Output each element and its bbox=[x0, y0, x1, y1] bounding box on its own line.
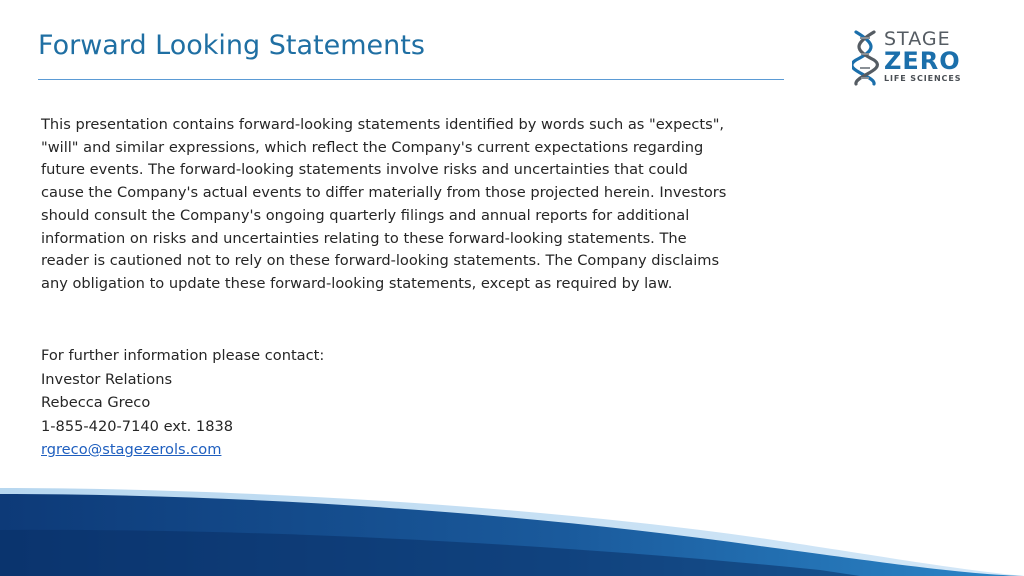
contact-intro: For further information please contact: bbox=[41, 347, 325, 364]
contact-email-link[interactable]: rgreco@stagezerols.com bbox=[41, 441, 222, 458]
disclaimer-line: cause the Company's actual events to differ materially from those projected herein. Investors bbox=[41, 184, 727, 202]
contact-phone: 1-855-420-7140 ext. 1838 bbox=[41, 417, 234, 435]
contact-name: Rebecca Greco bbox=[41, 394, 151, 411]
contact-department: Investor Relations bbox=[41, 370, 173, 388]
disclaimer-line: This presentation contains forward-looking statements identified by words such as "expects", bbox=[41, 116, 725, 133]
disclaimer-line: "will" and similar expressions, which reflect the Company's current expectations regarding bbox=[41, 138, 704, 156]
footer-wave-decoration bbox=[0, 470, 1024, 576]
disclaimer-line: reader is cautioned not to rely on these forward-looking statements. The Company disclaims bbox=[41, 252, 720, 270]
disclaimer-paragraph bbox=[41, 114, 781, 296]
title-underline bbox=[38, 79, 784, 80]
dna-helix-icon bbox=[852, 30, 880, 86]
contact-block bbox=[41, 344, 324, 462]
logo-text-zero: ZERO bbox=[884, 47, 961, 75]
company-logo bbox=[852, 30, 972, 86]
disclaimer-line: any obligation to update these forward-looking statements, except as required by law. bbox=[41, 274, 673, 292]
disclaimer-line: information on risks and uncertainties relating to these forward-looking statements. The bbox=[41, 229, 687, 247]
slide-title: Forward Looking Statements bbox=[38, 30, 425, 61]
logo-text-stage: STAGE bbox=[884, 28, 951, 50]
disclaimer-line: should consult the Company's ongoing quarterly filings and annual reports for additional bbox=[41, 206, 690, 224]
disclaimer-line: future events. The forward-looking statements involve risks and uncertainties that could bbox=[41, 161, 688, 179]
logo-text-life-sciences: LIFE SCIENCES bbox=[884, 74, 962, 83]
